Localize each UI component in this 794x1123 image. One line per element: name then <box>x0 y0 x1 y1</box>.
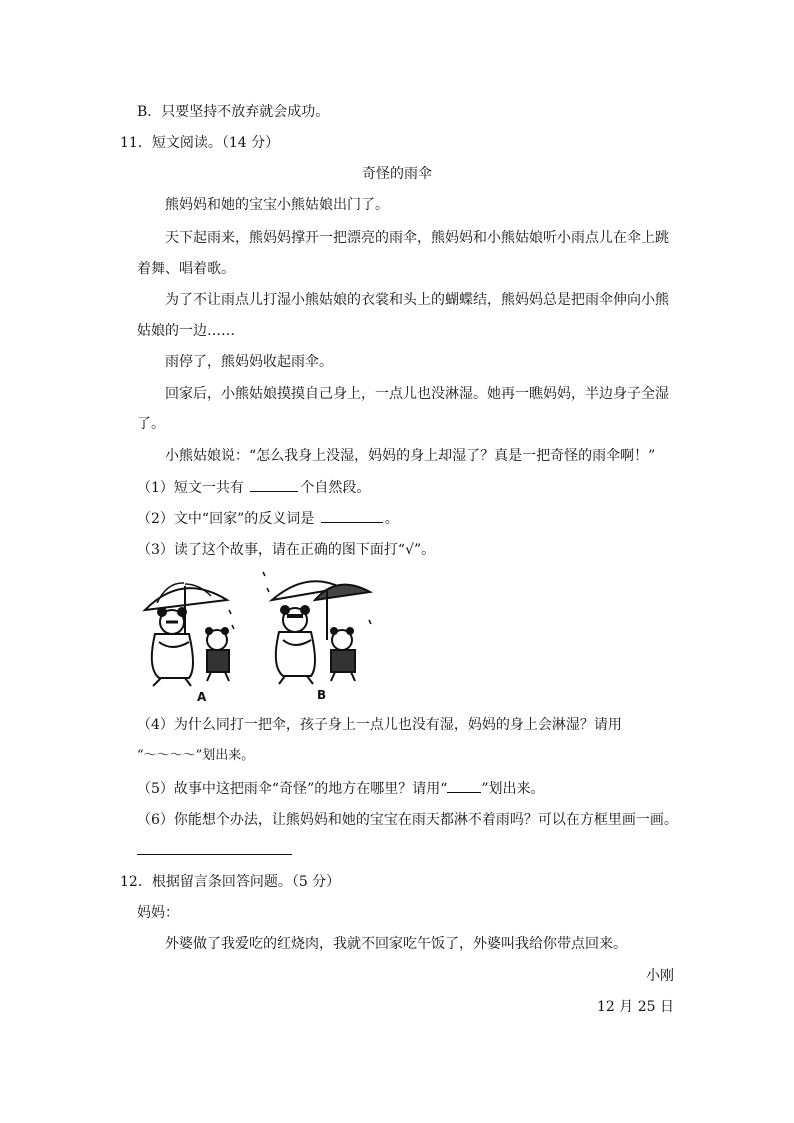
answer-blank-5 <box>447 778 481 793</box>
sub-question-2-tail: 。 <box>384 511 399 527</box>
figure-a <box>145 583 234 686</box>
sub-question-2-text: （2）文中“回家”的反义词是 <box>137 511 315 527</box>
sub-question-1-text: （1）短文一共有 <box>137 480 244 496</box>
story-paragraph-5: 回家后，小熊姑娘摸摸自己身上，一点儿也没淋湿。她再一瞧妈妈，半边身子全湿 <box>165 386 669 402</box>
sub-question-5-text: （5）故事中这把雨伞“奇怪”的地方在哪里？请用“ <box>137 781 448 797</box>
figure-label-b: B <box>317 688 327 702</box>
q11-header: 11．短文阅读。（14 分） <box>120 135 280 151</box>
story-title: 奇怪的雨伞 <box>362 166 432 182</box>
bear-umbrella-illustration <box>137 570 387 705</box>
story-paragraph-3-cont: 姑娘的一边…… <box>137 323 235 339</box>
note-body: 外婆做了我爱吃的红烧肉，我就不回家吃午饭了，外婆叫我给你带点回来。 <box>165 936 627 952</box>
story-paragraph-4: 雨停了，熊妈妈收起雨伞。 <box>165 354 333 370</box>
story-paragraph-1: 熊妈妈和她的宝宝小熊姑娘出门了。 <box>165 197 389 213</box>
story-paragraph-5-cont: 了。 <box>137 416 165 432</box>
figure-label-a: A <box>197 690 207 704</box>
sub-question-4-cont: “～～～～”划出来。 <box>137 748 255 763</box>
q12-header: 12．根据留言条回答问题。（5 分） <box>120 874 341 890</box>
sub-question-1-tail: 个自然段。 <box>300 480 371 496</box>
answer-blank-2[interactable] <box>321 508 383 523</box>
note-signature: 小刚 <box>646 968 674 984</box>
sub-question-2 <box>137 508 399 529</box>
story-paragraph-2: 天下起雨来，熊妈妈撑开一把漂亮的雨伞，熊妈妈和小熊姑娘听小雨点儿在伞上跳 <box>165 230 669 246</box>
story-paragraph-6: 小熊姑娘说：“怎么我身上没湿，妈妈的身上却湿了？真是一把奇怪的雨伞啊！” <box>165 448 656 464</box>
figure-b <box>263 572 371 684</box>
note-salutation: 妈妈： <box>137 905 179 921</box>
sub-question-5-tail: ”划出来。 <box>481 781 545 797</box>
sub-question-4: （4）为什么同打一把伞，孩子身上一点儿也没有湿，妈妈的身上会淋湿？请用 <box>137 717 622 733</box>
story-paragraph-2-cont: 着舞、唱着歌。 <box>137 261 235 277</box>
sub-question-6: （6）你能想个办法，让熊妈妈和她的宝宝在雨天都淋不着雨吗？可以在方框里画一画。 <box>137 812 678 828</box>
story-paragraph-3: 为了不让雨点儿打湿小熊姑娘的衣裳和头上的蝴蝶结，熊妈妈总是把雨伞伸向小熊 <box>165 292 669 308</box>
answer-blank-1[interactable] <box>250 477 298 492</box>
note-date: 12 月 25 日 <box>597 999 674 1015</box>
sub-question-3: （3）读了这个故事，请在正确的图下面打“√”。 <box>137 542 436 558</box>
sub-question-5 <box>137 778 545 799</box>
bear-umbrella-figures <box>137 570 387 705</box>
sub-question-1 <box>137 477 370 498</box>
option-b: B．只要坚持不放弃就会成功。 <box>137 104 330 120</box>
divider-line <box>137 854 292 855</box>
